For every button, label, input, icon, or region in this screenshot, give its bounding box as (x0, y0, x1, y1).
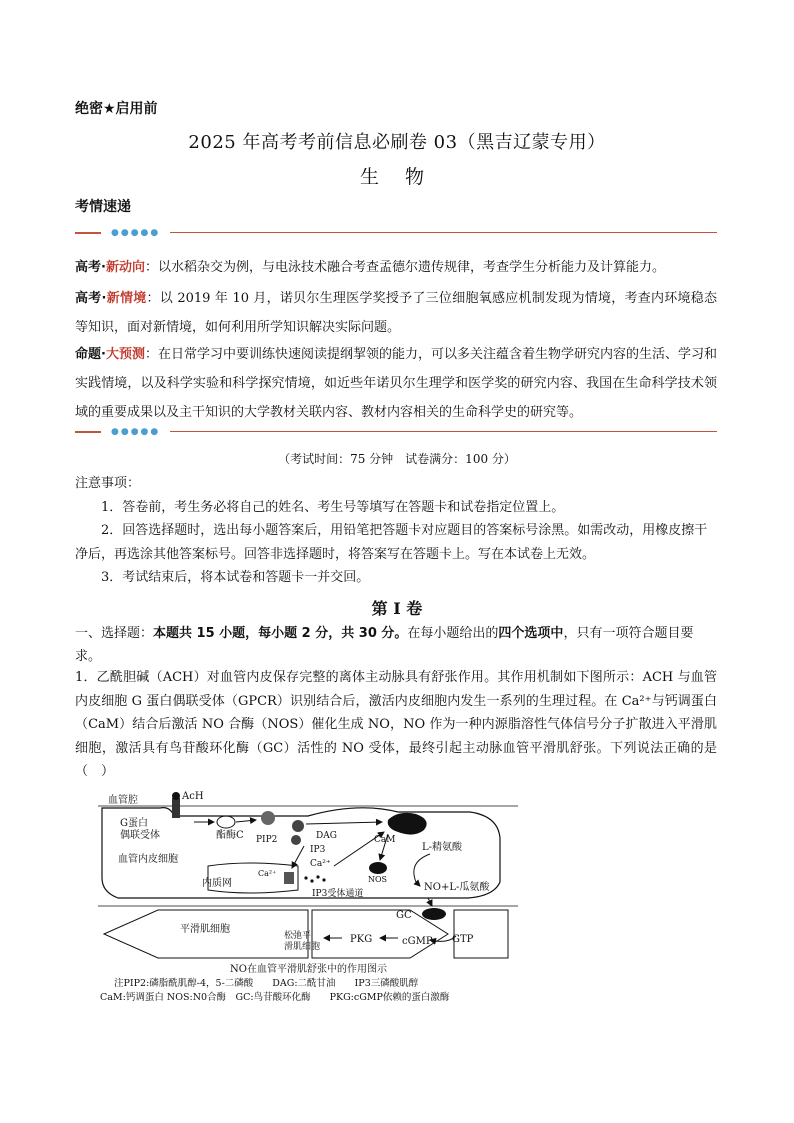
cam-shape (388, 813, 427, 835)
divider-top (75, 228, 717, 238)
label-pip2: PIP2 (256, 835, 278, 845)
question-1-text: 1．乙酰胆碱（ACH）对血管内皮保存完整的离体主动脉具有舒张作用。其作用机制如下图所示：ACH 与血管内皮细胞 G 蛋白偶联受体（GPCR）识别结合后，激活内皮细胞内发生一系列的生理过程。在 Ca²⁺与钙调蛋白（CaM）结合后激活 NO 合酶（NOS）催化生成 NO，NO 作为一种内源脂溶性气体信号分子扩散进入平滑肌细胞，激活具有鸟苷酸环化酶（GC）活性的 NO 受体，最终引起主动脉血管平滑肌舒张。下列说法正确的是（ ） (75, 670, 717, 779)
ip3-channel-shape (284, 872, 294, 884)
note-item: 2．回答选择题时，选出每小题答案后，用铅笔把答题卡对应题目的答案标号涂黑。如需改动，用橡皮擦干净后，再选涂其他答案标号。回答非选择题时，将答案写在答题卡上。写在本试卷上无效。 (75, 523, 708, 562)
part-title: 第 I 卷 (371, 599, 423, 618)
overview-item-2: 高考·新情境：以 2019 年 10 月，诺贝尔生理医学奖授予了三位细胞氧感应机制发现为情境，考查内环境稳态等知识，面对新情境，如何利用所学知识解决实际问题。 (75, 291, 717, 335)
no-pathway-figure (98, 786, 518, 1008)
gpcr-receptor-shape (172, 798, 180, 818)
label-ca-2: Ca²⁺ (258, 869, 277, 878)
label-cgmp: cGMP (402, 936, 433, 947)
gc-shape (422, 908, 446, 920)
label-cam: CaM (374, 835, 396, 845)
ach-molecule-shape (172, 792, 180, 800)
section-intro: 一、选择题：本题共 15 小题，每小题 2 分，共 30 分。在每小题给出的四个选项中，只有一项符合题目要求。 (75, 626, 694, 664)
pip2-shape (261, 811, 275, 825)
dag-shape (292, 820, 304, 832)
overview-item-1: 高考·新动向：以水稻杂交为例，与电泳技术融合考查孟德尔遗传规律，考查学生分析能力及计算能力。 (75, 260, 665, 275)
label-nos: NOS (368, 875, 388, 884)
label-gc: GC (396, 910, 412, 921)
label-gtp: GTP (452, 934, 474, 945)
subject-title: 生 物 (359, 166, 435, 188)
note-item: 3．考试结束后，将本试卷和答题卡一并交回。 (101, 570, 370, 585)
overview-heading: 考情速递 (75, 199, 131, 215)
label-ca-1: Ca²⁺ (310, 859, 331, 869)
label-relax-2: 滑肌细胞 (284, 942, 321, 952)
label-er: 内质网 (202, 878, 232, 889)
label-lumen: 血管腔 (108, 795, 138, 806)
notes-heading: 注意事项： (75, 476, 141, 491)
exam-info: （考试时间：75 分钟 试卷满分：100 分） (278, 452, 516, 466)
figure-caption: NO在血管平滑肌舒张中的作用图示 (230, 964, 387, 975)
paper-title: 2025 年高考考前信息必刷卷 03（黑吉辽蒙专用） (188, 132, 606, 153)
label-no-citrulline: NO+L-瓜氨酸 (424, 882, 490, 893)
note-item: 1．答卷前，考生务必将自己的姓名、考生号等填写在答题卡和试卷指定位置上。 (101, 499, 565, 515)
label-endothelial-cell: 血管内皮细胞 (118, 854, 178, 865)
label-ach: AcH (182, 791, 204, 802)
enzyme-c-shape (217, 816, 235, 828)
label-l-arginine: L-精氨酸 (422, 842, 463, 853)
nos-shape (369, 862, 387, 874)
divider-dots: ●●●●● (111, 427, 161, 437)
label-ip3: IP3 (310, 845, 326, 855)
label-smooth-muscle: 平滑肌细胞 (180, 924, 230, 935)
secret-label: 绝密★启用前 (75, 101, 158, 117)
label-pkg: PKG (350, 934, 373, 945)
figure-note-1: 注PIP2:磷脂酰肌醇-4，5-二磷酸 DAG:二酰甘油 IP3三磷酸肌醇 (114, 978, 419, 989)
label-enzyme-c: 酯酶C (216, 830, 244, 841)
divider-dots: ●●●●● (111, 228, 161, 238)
figure-note-2: CaM:钙调蛋白 NOS:N0合酶 GC:鸟苷酸环化酶 PKG:cGMP依赖的蛋白激酶 (100, 992, 450, 1003)
overview-item-3: 命题·大预测：在日常学习中要训练快速阅读提纲挈领的能力，可以多关注蕴含着生物学研究内容的生活、学习和实践情境，以及科学实验和科学探究情境，如近些年诺贝尔生理学和医学奖的研究内容、我国在生命科学技术领域的重要成果以及主干知识的大学教材关联内容、教材内容相关的生命科学史的研究等。 (75, 347, 717, 420)
label-gpcr: 偶联受体 (120, 830, 160, 841)
label-g-protein: G蛋白 (120, 818, 148, 829)
divider-bottom (75, 427, 717, 437)
ip3-shape (291, 835, 301, 845)
notes-block (75, 472, 717, 590)
label-relax-1: 松弛平 (284, 931, 312, 941)
label-ip3-channel: IP3受体通道 (312, 889, 364, 899)
label-dag: DAG (316, 831, 337, 841)
